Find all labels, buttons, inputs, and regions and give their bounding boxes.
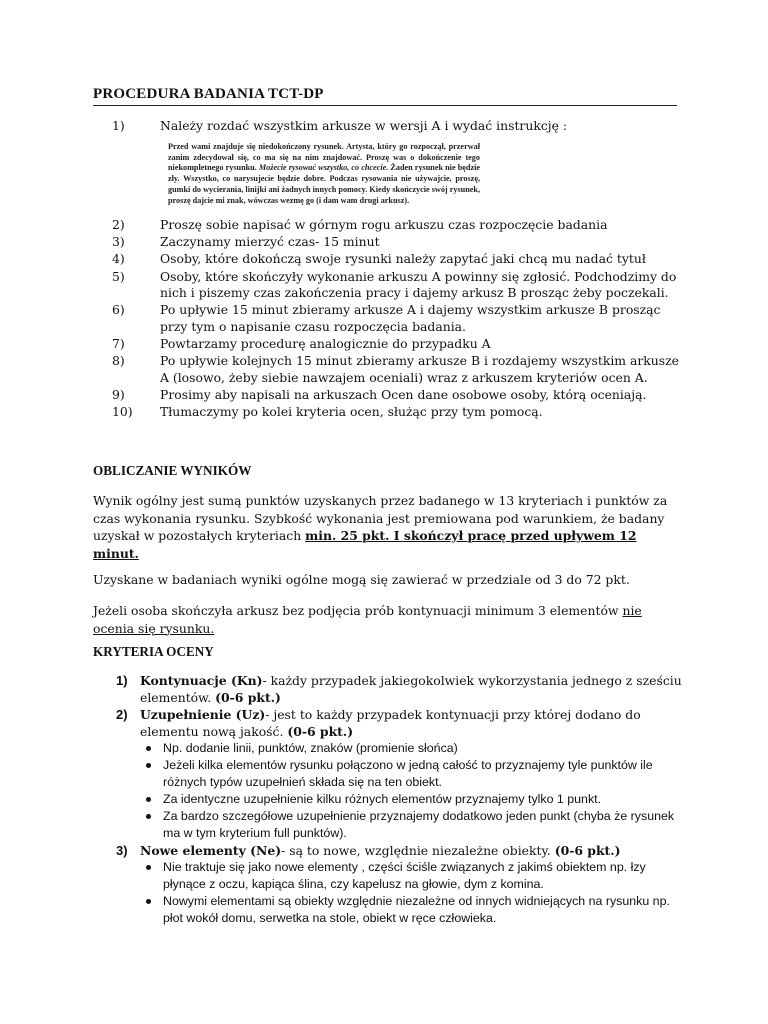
step-text: Powtarzamy procedurę analogicznie do przypadku A xyxy=(160,336,491,352)
step-number: 3) xyxy=(112,234,125,250)
procedure-step xyxy=(112,336,682,353)
bullet-text: Nie traktuje się jako nowe elementy , części ściśle związanych z jakimś obiektem np. łzy płynące z oczu, kapiąca ślina, czy kapelusz na głowie, dym z komina. xyxy=(163,860,646,892)
score-range-paragraph: Uzyskane w badaniach wyniki ogólne mogą się zawierać w przedziale od 3 do 72 pkt. xyxy=(93,572,630,587)
criterion-name: Kontynuacje (Kn) xyxy=(140,673,263,688)
criterion-bullets xyxy=(140,740,682,842)
bullet-item xyxy=(140,757,682,791)
procedure-step xyxy=(112,217,682,234)
bullet-text: Za bardzo szczegółowe uzupełnienie przyznajemy dodatkowo jeden punkt (chyba że rysunek ma w tym kryterium full punktów). xyxy=(163,809,675,841)
scoring-heading: OBLICZANIE WYNIKÓW xyxy=(93,463,252,478)
instruction-text-continued: Żaden rysunek nie będzie zły. Wszystko, co narysujecie będzie dobre. Podczas rysowania nie używajcie, proszę, gumki do wycierania, linijki ani żadnych innych pomocy. Kiedy skończycie swój rysunek, proszę dajcie mi znak, wówczas wezmę go (i dam wam drugi arkusz). xyxy=(168,163,480,206)
step-number: 1) xyxy=(112,118,125,133)
bullet-text: Za identyczne uzupełnienie kilku różnych elementów przyznajemy tylko 1 punkt. xyxy=(163,792,602,807)
page-title: PROCEDURA BADANIA TCT-DP xyxy=(93,86,677,106)
bullet-item xyxy=(140,808,682,842)
bullet-icon xyxy=(146,746,151,751)
step-number: 4) xyxy=(112,251,125,267)
procedure-step xyxy=(112,234,682,251)
step-number: 10) xyxy=(112,404,133,420)
step-text: Po upływie 15 minut zbieramy arkusze A i dajemy wszystkim arkusze B prosząc przy tym o napisanie czasu rozpoczęcia badania. xyxy=(160,302,661,334)
procedure-step xyxy=(112,387,682,404)
procedure-step xyxy=(112,118,682,207)
bullet-text: Nowymi elementami są obiekty względnie niezależne od innych widniejących na rysunku np. płot wokół domu, serwetka na stole, obiekt w ręce człowieka. xyxy=(163,894,670,926)
criterion-item xyxy=(116,842,682,927)
criterion-description xyxy=(140,706,682,740)
step-number: 9) xyxy=(112,387,125,403)
criterion-text: - każdy przypadek jakiegokolwiek wykorzystania jednego z sześciu elementów. xyxy=(140,673,682,706)
criterion-description xyxy=(140,672,682,706)
step-number: 5) xyxy=(112,268,125,284)
criterion-text: - jest to każdy przypadek kontynuacji przy której dodano do elementu nową jakość. xyxy=(140,707,641,740)
bullet-icon xyxy=(146,763,151,768)
bullet-text: Np. dodanie linii, punktów, znaków (promienie słońca) xyxy=(163,741,458,756)
criterion-number: 1) xyxy=(116,673,128,688)
step-text: Proszę sobie napisać w górnym rogu arkuszu czas rozpoczęcie badania xyxy=(160,217,608,233)
step-text: Prosimy aby napisali na arkuszach Ocen dane osobowe osoby, którą oceniają. xyxy=(160,387,647,403)
procedure-step xyxy=(112,269,682,302)
bullet-item xyxy=(140,893,682,927)
criterion-number: 2) xyxy=(116,707,128,723)
bullet-icon xyxy=(146,899,151,904)
procedure-step xyxy=(112,353,682,386)
criterion-item xyxy=(116,672,682,706)
bullet-text: Jeżeli kilka elementów rysunku połączono w jedną całość to przyznajemy tyle punktów ile różnych typów uzupełnień składa się na ten obiekt. xyxy=(163,758,653,790)
instruction-text: Przed wami znajduje się niedokończony rysunek. Artysta, który go rozpoczął, przerwał zanim zdecydował się, co ma się na nim znajdować. Proszę was o dokończenie tego niekompletnego rysunku. xyxy=(168,141,480,173)
criterion-bullets xyxy=(140,859,682,927)
step-number: 6) xyxy=(112,302,125,318)
procedure-step xyxy=(112,302,682,335)
bullet-icon xyxy=(146,865,151,870)
instruction-italic-text: Możecie rysować wszystko, co chcecie. xyxy=(258,163,389,173)
criterion-points: (0-6 pkt.) xyxy=(287,724,354,740)
exclusion-text: Jeżeli osoba skończyła arkusz bez podjęcia prób kontynuacji minimum 3 elementów xyxy=(93,603,623,618)
criterion-name: Uzupełnienie (Uz) xyxy=(140,707,266,723)
procedure-step xyxy=(112,251,682,268)
instruction-excerpt xyxy=(168,142,480,207)
procedure-steps xyxy=(112,118,682,422)
criterion-points: (0-6 pkt.) xyxy=(215,690,281,706)
criterion-text: - są to nowe, względnie niezależne obiekty. xyxy=(281,843,551,859)
step-text: Zaczynamy mierzyć czas- 15 minut xyxy=(160,234,380,250)
procedure-step xyxy=(112,404,682,421)
criterion-points: (0-6 pkt.) xyxy=(554,843,621,859)
criteria-list xyxy=(116,672,682,927)
step-number: 7) xyxy=(112,336,125,352)
bullet-item xyxy=(140,740,682,757)
step-text: Tłumaczymy po kolei kryteria ocen, służąc przy tym pomocą. xyxy=(160,404,543,420)
bullet-icon xyxy=(146,814,151,819)
exclusion-paragraph xyxy=(93,602,683,637)
scoring-paragraph xyxy=(93,492,683,562)
bullet-item xyxy=(140,859,682,893)
step-text: Osoby, które dokończą swoje rysunki należy zapytać jaki chcą mu nadać tytuł xyxy=(160,251,646,267)
criterion-description xyxy=(140,842,682,859)
step-number: 2) xyxy=(112,217,125,233)
exclusion-rule: nie ocenia się rysunku. xyxy=(93,603,642,636)
step-text: Należy rozdać wszystkim arkusze w wersji A i wydać instrukcję : xyxy=(160,118,568,133)
bullet-icon xyxy=(146,797,151,802)
step-number: 8) xyxy=(112,353,125,369)
scoring-condition: min. 25 pkt. I skończył pracę przed upływem 12 minut. xyxy=(93,528,637,561)
scoring-text: Wynik ogólny jest sumą punktów uzyskanych przez badanego w 13 kryteriach i punktów za czas wykonania rysunku. Szybkość wykonania jest premiowana pod warunkiem, że badany uzyskał w pozostałych kryteriach xyxy=(93,493,668,543)
step-text: Osoby, które skończyły wykonanie arkuszu A powinny się zgłosić. Podchodzimy do nich i piszemy czas zakończenia pracy i dajemy arkusz B prosząc żeby poczekali. xyxy=(160,268,677,301)
criterion-number: 3) xyxy=(116,843,128,859)
criteria-heading: KRYTERIA OCENY xyxy=(93,644,214,659)
criterion-name: Nowe elementy (Ne) xyxy=(140,843,282,859)
step-text: Po upływie kolejnych 15 minut zbieramy arkusze B i rozdajemy wszystkim arkusze A (losowo, żeby siebie nawzajem oceniali) wraz z arkuszem kryteriów ocen A. xyxy=(160,353,679,385)
bullet-item xyxy=(140,791,682,808)
criterion-item xyxy=(116,706,682,842)
